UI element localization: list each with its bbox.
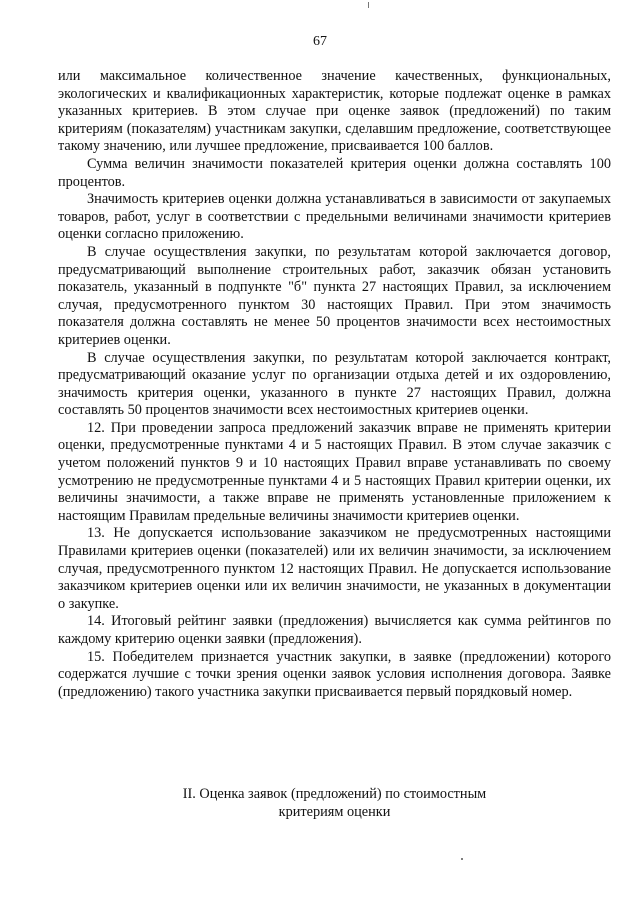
paragraph: Значимость критериев оценки должна устанавливаться в зависимости от закупаемых товаров, работ, услуг в соответствии с предельными величинами значимости критериев оценки согласно приложению. — [58, 191, 611, 243]
scan-mark — [368, 2, 369, 8]
paragraph-item-12: 12. При проведении запроса предложений заказчик вправе не применять критерии оценки, предусмотренные пунктами 4 и 5 настоящих Правил. В этом случае заказчик с учетом положений пунктов 9 и 10 настоящих Правил вправе устанавливать по своему усмотрению не предусмотренные пунктами 4 и 5 настоящих Правил критерии оценки, их величины значимости, а также вправе не применять установленные приложением к настоящим Правилам предельные величины значимости критериев оценки. — [58, 419, 611, 524]
section-heading — [58, 786, 611, 822]
scan-speck — [461, 858, 463, 860]
paragraph-item-13: 13. Не допускается использование заказчиком не предусмотренных настоящими Правилами критериев оценки (показателей) или их величин значимости, за исключением случая, предусмотренного пунктом 12 настоящих Правил. Не допускается использование заказчиком критериев оценки или их величин значимости, не указанных в документации о закупке. — [58, 525, 611, 612]
paragraph-continuation: или максимальное количественное значение качественных, функциональных, экологических и квалификационных характеристик, которые подлежат оценке в рамках указанных критериев. В этом случае при оценке заявок (предложений) по таким критериям (показателям) участникам закупки, сделавшим предложение, соответствующее такому значению, или лучшее предложение, присваивается 100 баллов. — [58, 68, 611, 155]
page-number: 67 — [313, 34, 327, 49]
section-heading-line-1: II. Оценка заявок (предложений) по стоимостным — [182, 786, 487, 802]
document-body — [58, 68, 611, 701]
paragraph: Сумма величин значимости показателей критерия оценки должна составлять 100 процентов. — [58, 155, 611, 190]
paragraph: В случае осуществления закупки, по результатам которой заключается контракт, предусматривающий оказание услуг по организации отдыха детей и их оздоровлению, значимость критерия оценки, указанного в пункте 27 настоящих Правил, должна составлять 50 процентов значимости всех нестоимостных критериев оценки. — [58, 349, 611, 419]
paragraph: В случае осуществления закупки, по результатам которой заключается договор, предусматривающий выполнение строительных работ, заказчик обязан установить показатель, указанный в подпункте "б" пункта 27 настоящих Правил, за исключением случая, предусмотренного пунктом 30 настоящих Правил. При этом значимость показателя должна составлять не менее 50 процентов значимости всех нестоимостных критериев оценки. — [58, 243, 611, 348]
paragraph-item-14: 14. Итоговый рейтинг заявки (предложения) вычисляется как сумма рейтингов по каждому критерию оценки заявки (предложения). — [58, 613, 611, 647]
section-heading-line-2: критериям оценки — [278, 803, 391, 820]
paragraph-item-15: 15. Победителем признается участник закупки, в заявке (предложении) которого содержатся лучшие с точки зрения оценки заявок условия исполнения договора. Заявке (предложению) такого участника закупки присваивается первый порядковый номер. — [58, 648, 611, 700]
